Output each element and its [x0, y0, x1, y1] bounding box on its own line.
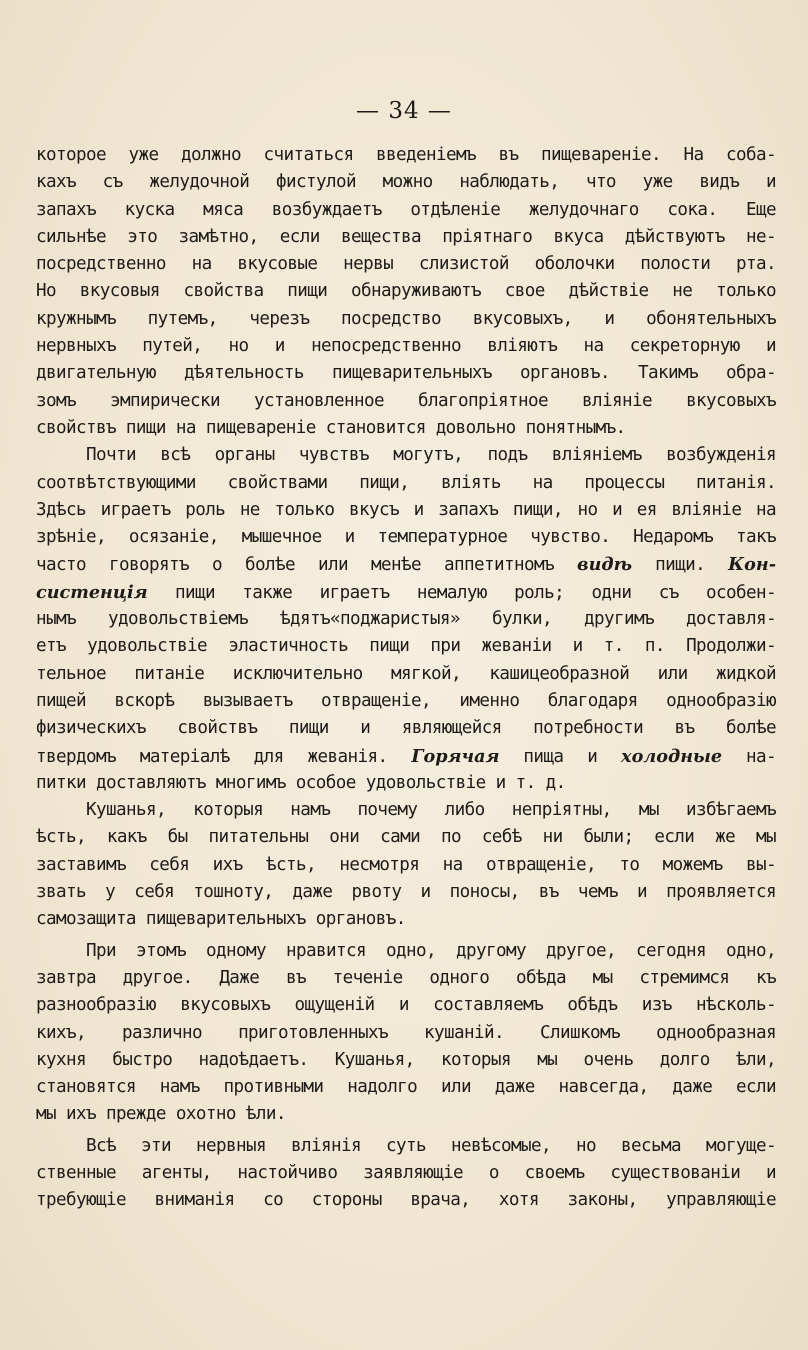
text-line [36, 797, 776, 824]
text-run: кружнымъ путемъ, черезъ посредство вкусовыхъ, и обонятельныхъ [36, 308, 776, 329]
text-line [36, 333, 776, 360]
text-line [36, 879, 776, 906]
text-line [36, 579, 776, 606]
text-line [36, 388, 776, 415]
text-line [36, 633, 776, 660]
text-line [36, 1187, 776, 1214]
text-line [36, 306, 776, 333]
text-line [36, 824, 776, 851]
text-run: пищи. [632, 555, 729, 576]
text-line [36, 770, 776, 797]
text-line [36, 743, 776, 770]
text-line [36, 852, 776, 879]
text-line [36, 715, 776, 742]
text-line [36, 1101, 776, 1128]
text-run: двигательную дѣятельность пищеварительныхъ органовъ. Такимъ обра- [36, 363, 776, 384]
italic-term: холодные [621, 745, 723, 767]
text-run: пищи также играетъ немалую роль; одни съ особен- [147, 582, 776, 603]
text-line [36, 1047, 776, 1074]
text-line [36, 938, 776, 965]
text-run: пищей вскорѣ вызываетъ отвращеніе, именно благодаря однообразію [36, 690, 776, 711]
italic-term: систенція [36, 581, 148, 603]
text-run: нымъ удовольствіемъ ѣдятъ«поджаристыя» булки, другимъ доставля- [36, 609, 776, 630]
text-run: зомъ эмпирически установленное благопріятное вліяніе вкусовыхъ [36, 390, 776, 411]
text-line [36, 1074, 776, 1101]
text-run: етъ удовольствіе эластичность пищи при жеваніи и т. п. Продолжи- [36, 636, 776, 657]
text-line [36, 965, 776, 992]
text-run: часто говорятъ о болѣе или менѣе аппетитномъ [36, 555, 578, 576]
text-line [36, 224, 776, 251]
text-run: требующіе вниманія со стороны врача, хотя законы, управляющіе [36, 1190, 776, 1211]
text-line [36, 524, 776, 551]
text-run: кахъ съ желудочной фистулой можно наблюдать, что уже видъ и [36, 172, 776, 193]
text-run: Но вкусовыя свойства пищи обнаруживаютъ свое дѣйствіе не только [36, 281, 776, 302]
text-line [36, 1133, 776, 1160]
italic-term: Горячая [411, 745, 500, 767]
text-run: пища и [499, 746, 622, 767]
text-line [36, 470, 776, 497]
text-line [36, 497, 776, 524]
text-line [36, 551, 776, 578]
text-line [36, 169, 776, 196]
text-run: тельное питаніе исключительно мягкой, кашицеобразной или жидкой [36, 663, 776, 684]
text-run: звать у себя тошноту, даже рвоту и поносы, въ чемъ и проявляется [36, 882, 776, 903]
text-run: посредственно на вкусовые нервы слизистой оболочки полости рта. [36, 254, 776, 275]
text-run: на- [722, 746, 776, 767]
text-run: физическихъ свойствъ пищи и являющейся потребности въ болѣе [36, 718, 776, 739]
text-run: Здѣсь играетъ роль не только вкусъ и запахъ пищи, но и ея вліяніе на [36, 499, 776, 520]
text-line [36, 278, 776, 305]
text-run: Кушанья, которыя намъ почему либо непріятны, мы избѣгаемъ [86, 800, 776, 821]
text-run: разнообразію вкусовыхъ ощущеній и составляемъ обѣдъ изъ нѣсколь- [36, 995, 776, 1016]
text-line [36, 1020, 776, 1047]
body-text [36, 142, 776, 1215]
text-run: Почти всѣ органы чувствъ могутъ, подъ вліяніемъ возбужденія [86, 445, 776, 466]
text-run: мы ихъ прежде охотно ѣли. [36, 1104, 286, 1125]
text-run: становятся намъ противными надолго или даже навсегда, даже если [36, 1077, 776, 1098]
text-run: ственные агенты, настойчиво заявляющіе о своемъ существованіи и [36, 1162, 776, 1183]
text-run: зрѣніе, осязаніе, мышечное и температурное чувство. Недаромъ такъ [36, 527, 776, 548]
text-line [36, 251, 776, 278]
text-run: завтра другое. Даже въ теченіе одного обѣда мы стремимся къ [36, 967, 776, 988]
text-run: заставимъ себя ихъ ѣсть, несмотря на отвращеніе, то можемъ вы- [36, 854, 776, 875]
text-line [36, 142, 776, 169]
text-run: При этомъ одному нравится одно, другому другое, сегодня одно, [86, 940, 776, 961]
text-line [36, 606, 776, 633]
text-run: твердомъ матеріалѣ для жеванія. [36, 746, 412, 767]
text-run: кихъ, различно приготовленныхъ кушаній. Слишкомъ однообразная [36, 1022, 776, 1043]
text-run: самозащита пищеварительныхъ органовъ. [36, 909, 406, 930]
text-run: которое уже должно считаться введеніемъ въ пищевареніе. На соба- [36, 145, 776, 165]
text-run: свойствъ пищи на пищевареніе становится довольно понятнымъ. [36, 417, 626, 438]
italic-term: видѣ [577, 554, 633, 576]
text-line [36, 906, 776, 933]
text-line [36, 1160, 776, 1187]
text-run: нервныхъ путей, но и непосредственно вліяютъ на секреторную и [36, 336, 776, 357]
text-line [36, 661, 776, 688]
text-line [36, 992, 776, 1019]
text-run: Всѣ эти нервныя вліянія суть невѣсомые, но весьма могуще- [86, 1135, 776, 1156]
text-line [36, 442, 776, 469]
text-line [36, 415, 776, 442]
text-run: соотвѣтствующими свойствами пищи, влiять на процессы питанія. [36, 472, 776, 493]
text-run: питки доставляютъ многимъ особое удовольствіе и т. д. [36, 772, 566, 793]
text-line [36, 688, 776, 715]
text-line [36, 360, 776, 387]
italic-term: Кон- [728, 554, 776, 576]
text-run: запахъ куска мяса возбуждаетъ отдѣленіе желудочнаго сока. Еще [36, 199, 776, 220]
text-run: кухня быстро надоѣдаетъ. Кушанья, которыя мы очень долго ѣли, [36, 1049, 776, 1070]
text-line [36, 197, 776, 224]
text-run: сильнѣе это замѣтно, если вещества пріятнаго вкуса дѣйствуютъ не- [36, 226, 776, 247]
text-run: ѣсть, какъ бы питательны они сами по себѣ ни были; если же мы [36, 827, 776, 848]
page-number: — 34 — [356, 98, 452, 124]
